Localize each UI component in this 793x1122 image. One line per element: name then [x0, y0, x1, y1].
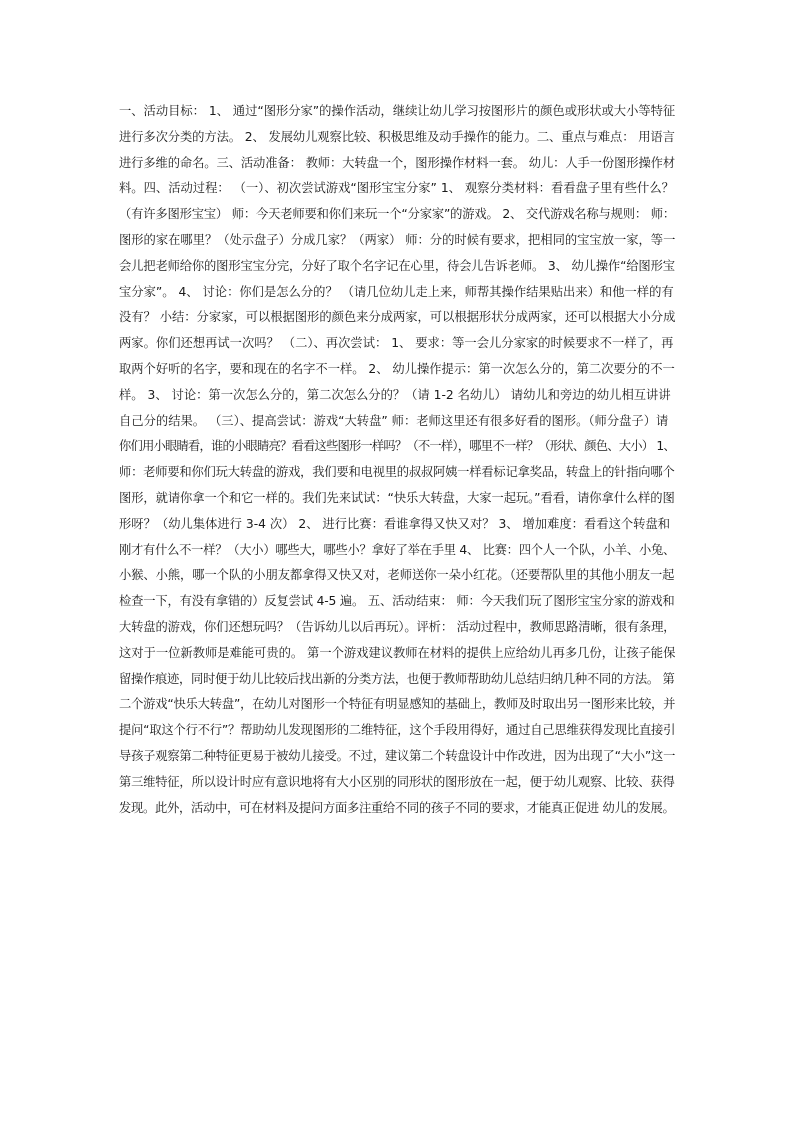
text-line: 两家。你们还想再试一次吗？ （二）、再次尝试： 1、 要求：等一会儿分家家的时候要求不一样了，再 [119, 336, 674, 351]
document-body [119, 99, 675, 821]
text-line: 自己分的结果。 （三）、提高尝试：游戏“大转盘” 师：老师这里还有很多好看的图形。（师分盘子）请 [119, 413, 669, 428]
text-line: 样。 3、 讨论：第一次怎么分的，第二次怎么分的？（请 1-2 名幼儿） 请幼儿和旁边的幼儿相互讲讲 [119, 387, 671, 402]
text-line: 图形的家在哪里？（处示盘子）分成几家？（两家） 师：分的时候有要求，把相同的宝宝放一家，等一 [119, 232, 675, 247]
text-line: 进行多维的命名。三、活动准备： 教师：大转盘一个，图形操作材料一套。 幼儿：人手一份图形操作材 [119, 155, 675, 170]
text-line: 检查一下，有没有拿错的）反复尝试 4-5 遍。 五、活动结束： 师：今天我们玩了图形宝宝分家的游戏和 [119, 594, 675, 609]
text-line: 一、活动目标： 1、 通过“图形分家”的操作活动，继续让幼儿学习按图形片的颜色或形状或大小等特征 [119, 104, 675, 118]
text-line: 取两个好听的名字，要和现在的名字不一样。 2、 幼儿操作提示：第一次怎么分的，第二次要分的不一 [119, 361, 675, 376]
text-line: 没有？ 小结：分家家，可以根据图形的颜色来分成两家，可以根据形状分成两家，还可以根据大小分成 [119, 310, 675, 325]
text-line: 提问“取这个行不行”？帮助幼儿发现图形的二维特征，这个手段用得好，通过自己思维获得发现比直接引 [119, 723, 675, 738]
text-line: （有许多图形宝宝） 师：今天老师要和你们来玩一个“分家家”的游戏。 2、 交代游戏名称与规则： 师： [119, 207, 675, 222]
text-line: 刚才有什么不一样？（大小）哪些大，哪些小？拿好了举在手里 4、 比赛：四个人一个队，小羊、小兔、 [119, 542, 675, 557]
text-line: 你们用小眼睛看，谁的小眼睛亮？看看这些图形一样吗？（不一样），哪里不一样？（形状、颜色、大小） 1、 [119, 439, 675, 454]
text-line: 料。四、活动过程： （一）、初次尝试游戏“图形宝宝分家” 1、 观察分类材料：看看盘子里有些什么？ [119, 181, 674, 196]
text-line: 二个游戏“快乐大转盘”，在幼儿对图形一个特征有明显感知的基础上，教师及时取出另一图形来比较，并 [119, 697, 675, 712]
text-line: 导孩子观察第二种特征更易于被幼儿接受。不过，建议第二个转盘设计中作改进，因为出现了“大小”这一 [119, 748, 675, 763]
text-line: 形呀？（幼儿集体进行 3-4 次） 2、 进行比赛：看谁拿得又快又对？ 3、 增加难度：看看这个转盘和 [119, 516, 671, 531]
text-line: 发现。此外，活动中，可在材料及提问方面多注重给不同的孩子不同的要求，才能真正促进 幼儿的发展。 [119, 800, 675, 815]
text-line: 进行多次分类的方法。 2、 发展幼儿观察比较、积极思维及动手操作的能力。二、重点与难点： 用语言 [119, 129, 675, 144]
text-line: 大转盘的游戏，你们还想玩吗？（告诉幼儿以后再玩）。评析： 活动过程中，教师思路清晰，很有条理， [119, 619, 675, 634]
text-line: 这对于一位新教师是难能可贵的。 第一个游戏建议教师在材料的提供上应给幼儿再多几份，让孩子能保 [119, 645, 675, 660]
text-line: 留操作痕迹，同时便于幼儿比较后找出新的分类方法，也便于教师帮助幼儿总结归纳几种不同的方法。 第 [119, 671, 675, 686]
text-line: 会儿把老师给你的图形宝宝分完，分好了取个名字记在心里，待会儿告诉老师。 3、 幼儿操作“给图形宝 [119, 258, 675, 273]
text-line: 第三维特征，所以设计时应有意识地将有大小区别的同形状的图形放在一起，便于幼儿观察、比较、获得 [119, 774, 675, 789]
text-line: 小猴、小熊，哪一个队的小朋友都拿得又快又对，老师送你一朵小红花。（还要帮队里的其他小朋友一起 [119, 568, 675, 583]
text-line: 宝分家”。 4、 讨论：你们是怎么分的？ （请几位幼儿走上来，师帮其操作结果贴出来）和他一样的有 [119, 284, 674, 299]
text-line: 图形，就请你拿一个和它一样的。我们先来试试：“快乐大转盘，大家一起玩。”看看，请你拿什么样的图 [119, 490, 675, 505]
text-line: 师：老师要和你们玩大转盘的游戏，我们要和电视里的叔叔阿姨一样看标记拿奖品，转盘上的针指向哪个 [119, 465, 675, 480]
